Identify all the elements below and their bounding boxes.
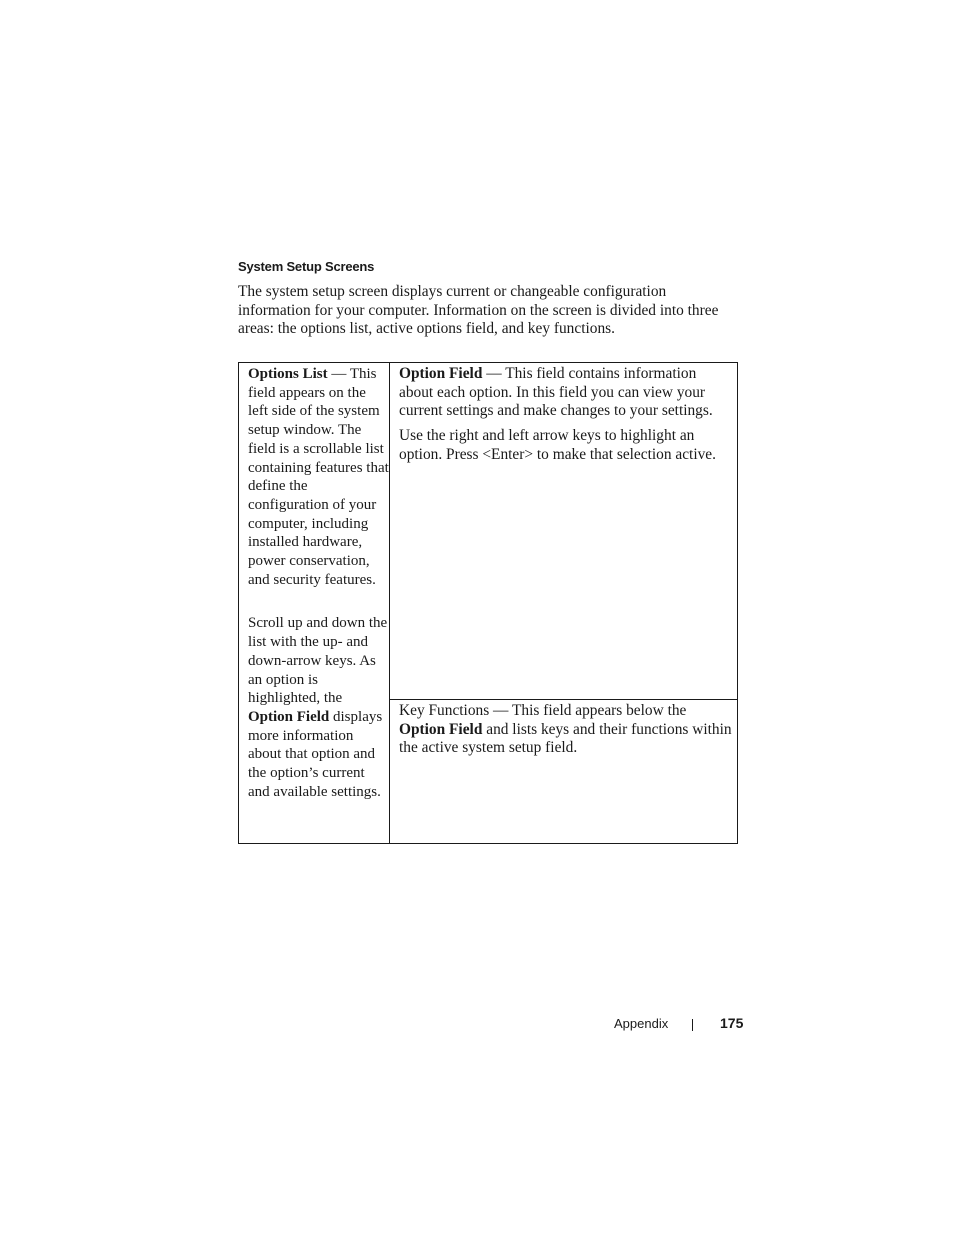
page-footer: [0, 1015, 954, 1035]
options-list-scroll-help: [248, 614, 389, 801]
key-functions-description: [399, 702, 733, 758]
scroll-help-text-end: displays more information about that option and the option’s current and available settings.: [248, 708, 383, 800]
option-field-cell: [390, 363, 737, 700]
key-functions-text-end: and lists keys and their functions within the active system setup field.: [399, 720, 732, 757]
intro-paragraph: The system setup screen displays current or changeable configuration information for your computer. Information on the screen is divided into three areas: the options list, active options field, and key functions.: [238, 283, 719, 338]
option-field-usage: Use the right and left arrow keys to highlight an option. Press <Enter> to make that selection active.: [399, 427, 716, 463]
setup-screen-table: [238, 362, 738, 844]
key-functions-text-start: Key Functions — This field appears below the: [399, 702, 687, 719]
scroll-help-option-field: Option Field: [248, 708, 330, 725]
footer-separator: [692, 1019, 693, 1031]
options-list-cell: [239, 363, 390, 843]
key-functions-cell: [390, 700, 737, 843]
option-field-description: [399, 365, 733, 421]
section-heading: System Setup Screens: [238, 259, 375, 274]
scroll-help-text-start: Scroll up and down the list with the up- and down-arrow keys. As an option is highlighted, the: [248, 615, 388, 707]
options-list-description: [248, 365, 389, 589]
page-number: 175: [720, 1015, 744, 1031]
options-list-title: Options List: [248, 366, 328, 382]
option-field-desc-text: — This field contains information about each option. In this field you can view your current settings and make changes to your settings.: [399, 365, 713, 420]
key-functions-option-field: Option Field: [399, 720, 483, 738]
options-list-desc-text: — This field appears on the left side of the system setup window. The field is a scrollable list containing features that define the configuration of your computer, including installed hardware, power conservation, and security features.: [248, 366, 389, 588]
footer-section-label: Appendix: [614, 1016, 669, 1031]
option-field-title: Option Field: [399, 365, 483, 382]
